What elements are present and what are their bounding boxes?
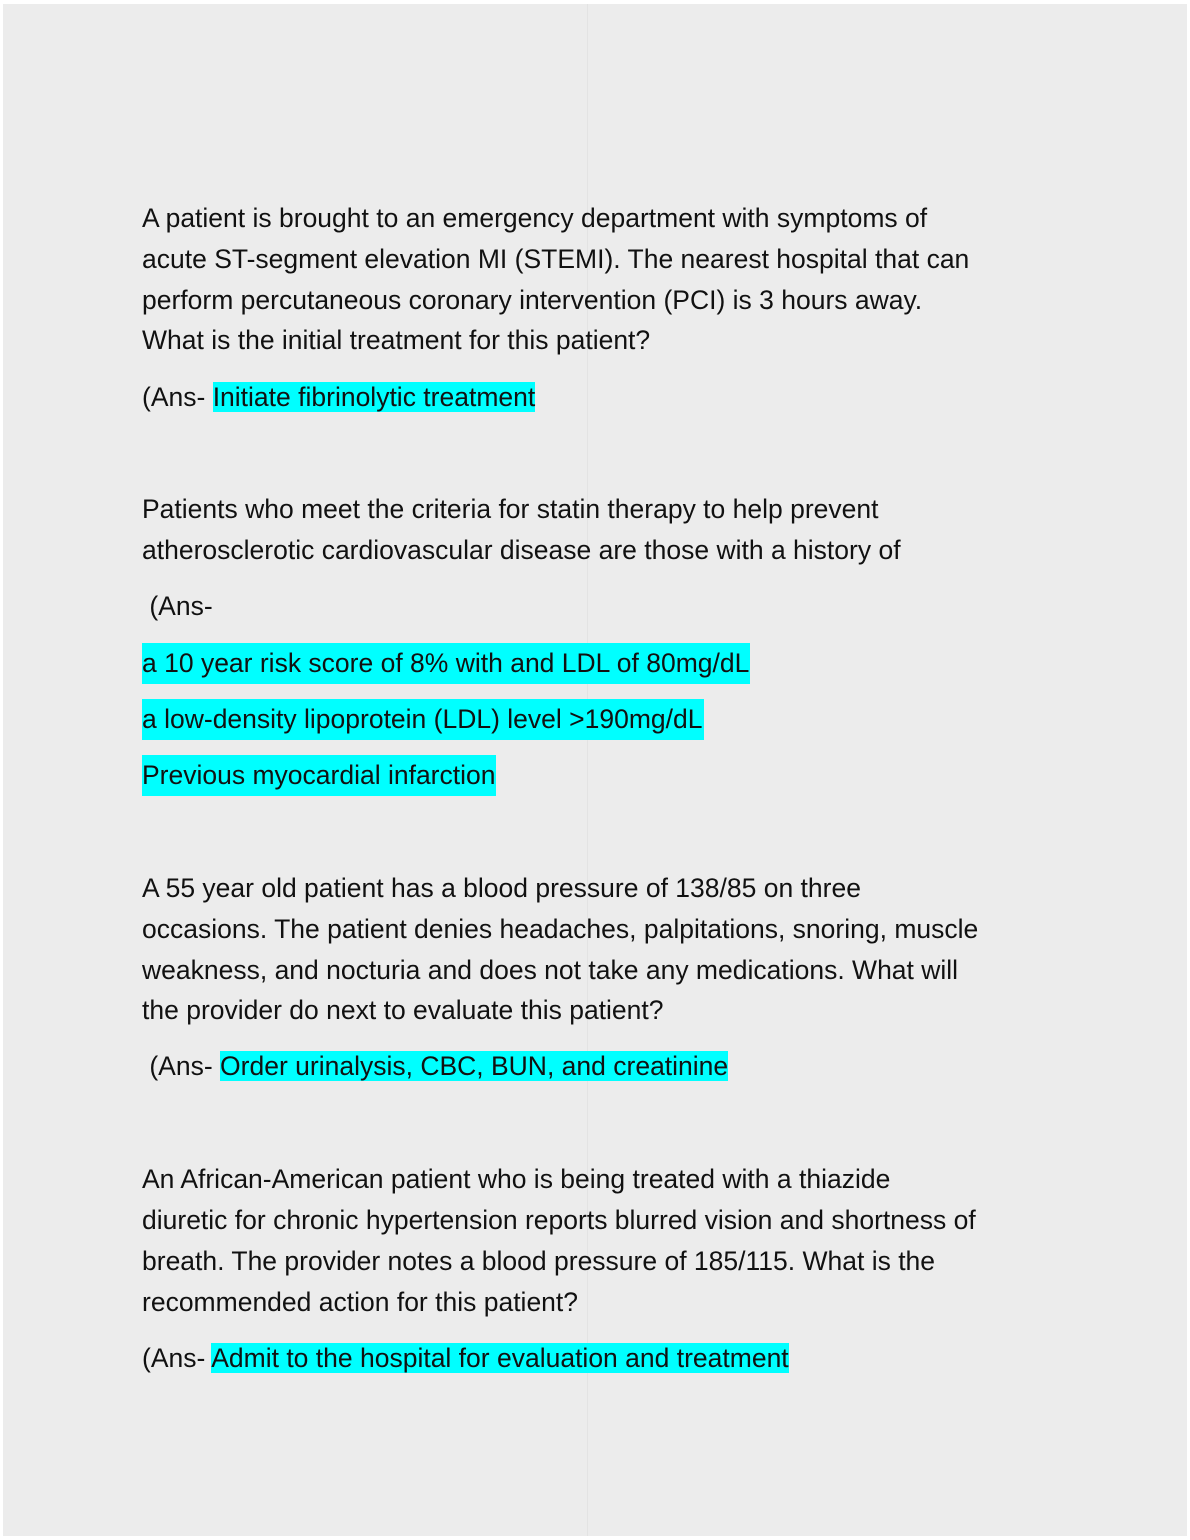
answer-4-line bbox=[142, 1338, 789, 1379]
question-1-line-3: perform percutaneous coronary intervention (PCI) is 3 hours away. bbox=[142, 285, 923, 315]
answer-2-item-1 bbox=[142, 643, 750, 684]
answer-2-item-1-highlight: a 10 year risk score of 8% with and LDL of 80mg/dL bbox=[142, 643, 750, 684]
question-2-line-2: atherosclerotic cardiovascular disease are those with a history of bbox=[142, 535, 901, 565]
answer-2-item-3 bbox=[142, 755, 496, 796]
answer-1-prefix: (Ans- bbox=[142, 382, 213, 412]
answer-3-prefix: (Ans- bbox=[142, 1051, 221, 1081]
question-4-line-3: breath. The provider notes a blood pressure of 185/115. What is the bbox=[142, 1246, 936, 1276]
answer-2-item-2-highlight: a low-density lipoprotein (LDL) level >190mg/dL bbox=[142, 699, 704, 740]
question-1-line-1: A patient is brought to an emergency department with symptoms of bbox=[142, 203, 928, 233]
question-3-line-3: weakness, and nocturia and does not take any medications. What will bbox=[142, 955, 959, 985]
question-1-line-4: What is the initial treatment for this patient? bbox=[142, 325, 651, 355]
question-3-line-1: A 55 year old patient has a blood pressure of 138/85 on three bbox=[142, 873, 861, 903]
answer-3-highlight: Order urinalysis, CBC, BUN, and creatinine bbox=[220, 1051, 729, 1081]
answer-2-item-3-highlight: Previous myocardial infarction bbox=[142, 755, 496, 796]
question-4-line-1: An African-American patient who is being treated with a thiazide bbox=[142, 1164, 891, 1194]
answer-2-prefix: (Ans- bbox=[142, 591, 213, 621]
answer-1-highlight: Initiate fibrinolytic treatment bbox=[212, 382, 536, 412]
question-1-line-2: acute ST-segment elevation MI (STEMI). The nearest hospital that can bbox=[142, 244, 970, 274]
answer-2-item-2 bbox=[142, 699, 704, 740]
question-4-line-4: recommended action for this patient? bbox=[142, 1287, 579, 1317]
question-3-line-4: the provider do next to evaluate this patient? bbox=[142, 995, 664, 1025]
answer-1-line bbox=[142, 377, 535, 418]
question-3-line-2: occasions. The patient denies headaches, palpitations, snoring, muscle bbox=[142, 914, 979, 944]
answer-4-highlight: Admit to the hospital for evaluation and treatment bbox=[211, 1343, 789, 1373]
question-4-line-2: diuretic for chronic hypertension reports blurred vision and shortness of bbox=[142, 1205, 976, 1235]
answer-4-prefix: (Ans- bbox=[142, 1343, 212, 1373]
question-2-line-1: Patients who meet the criteria for statin therapy to help prevent bbox=[142, 494, 879, 524]
answer-3-line bbox=[142, 1046, 728, 1087]
